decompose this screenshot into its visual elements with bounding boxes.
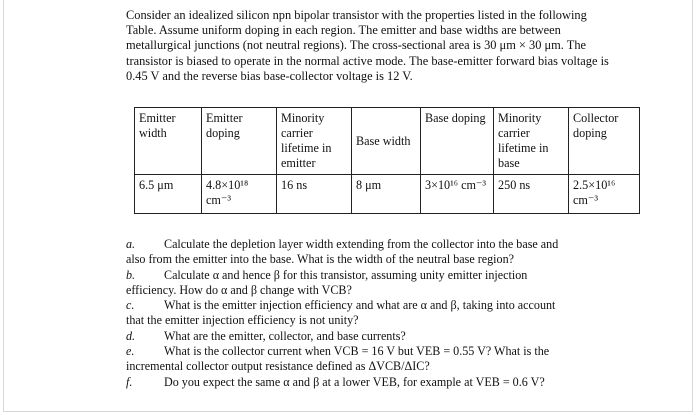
question-b (126, 268, 626, 299)
question-text: Calculate the depletion layer width extending from the collector into the base and (164, 237, 559, 251)
question-label: d. (126, 328, 136, 343)
question-continuation: that the emitter injection efficiency is not unity? (126, 313, 359, 328)
question-d (126, 329, 626, 344)
question-label: b. (126, 267, 136, 282)
value-emitter-width: 6.5 μm (135, 175, 202, 214)
question-label: a. (126, 237, 136, 251)
problem-intro: Consider an idealized silicon npn bipolar transistor with the properties listed in the following Table. Assume uniform doping in each region. The emitter and base widths are between metallurgical junctions (not neutral regions). The cross-sectional area is 30 μm × 30 μm. The transistor is biased to operate in the normal active mode. The base-emitter forward bias voltage is 0.45 V and the reverse bias base-collector voltage is 12 V. (126, 8, 609, 83)
question-f (126, 375, 626, 390)
value-base-lifetime: 250 ns (494, 175, 569, 214)
question-label: f. (126, 374, 133, 389)
table-header-row (135, 108, 640, 175)
value-collector-doping: 2.5×10¹⁶ cm⁻³ (569, 175, 640, 214)
header-emitter-lifetime: Minority carrier lifetime in emitter (277, 108, 352, 175)
header-emitter-doping: Emitter doping (202, 108, 277, 175)
question-text: What is the emitter injection efficiency and what are α and β, taking into account (164, 298, 556, 313)
header-base-lifetime: Minority carrier lifetime in base (494, 108, 569, 175)
value-emitter-lifetime: 16 ns (277, 175, 352, 214)
header-collector-doping: Collector doping (569, 108, 640, 175)
question-continuation: efficiency. How do α and β change with VCB? (126, 282, 352, 297)
question-continuation: incremental collector output resistance defined as ΔVCB/ΔIC? (126, 359, 430, 374)
header-base-width: Base width (352, 108, 421, 175)
value-base-doping: 3×10¹⁶ cm⁻³ (421, 175, 494, 214)
question-text: What is the collector current when VCB = 16 V but VEB = 0.55 V? What is the (164, 344, 550, 359)
value-base-width: 8 μm (352, 175, 421, 214)
header-base-doping: Base doping (421, 108, 494, 175)
header-emitter-width: Emitter width (135, 108, 202, 175)
question-text: What are the emitter, collector, and base currents? (164, 328, 406, 343)
table-value-row (135, 175, 640, 214)
question-text: Calculate α and hence β for this transistor, assuming unity emitter injection (164, 267, 528, 282)
question-list (126, 237, 626, 390)
question-e (126, 344, 626, 375)
transistor-properties-table (134, 107, 640, 214)
question-text: Do you expect the same α and β at a lower VEB, for example at VEB = 0.6 V? (164, 374, 545, 389)
question-label: c. (126, 298, 135, 313)
question-continuation: also from the emitter into the base. What is the width of the neutral base region? (126, 252, 515, 267)
question-label: e. (126, 344, 135, 359)
question-c (126, 298, 626, 329)
value-emitter-doping: 4.8×10¹⁸ cm⁻³ (202, 175, 277, 214)
question-a (126, 237, 626, 268)
